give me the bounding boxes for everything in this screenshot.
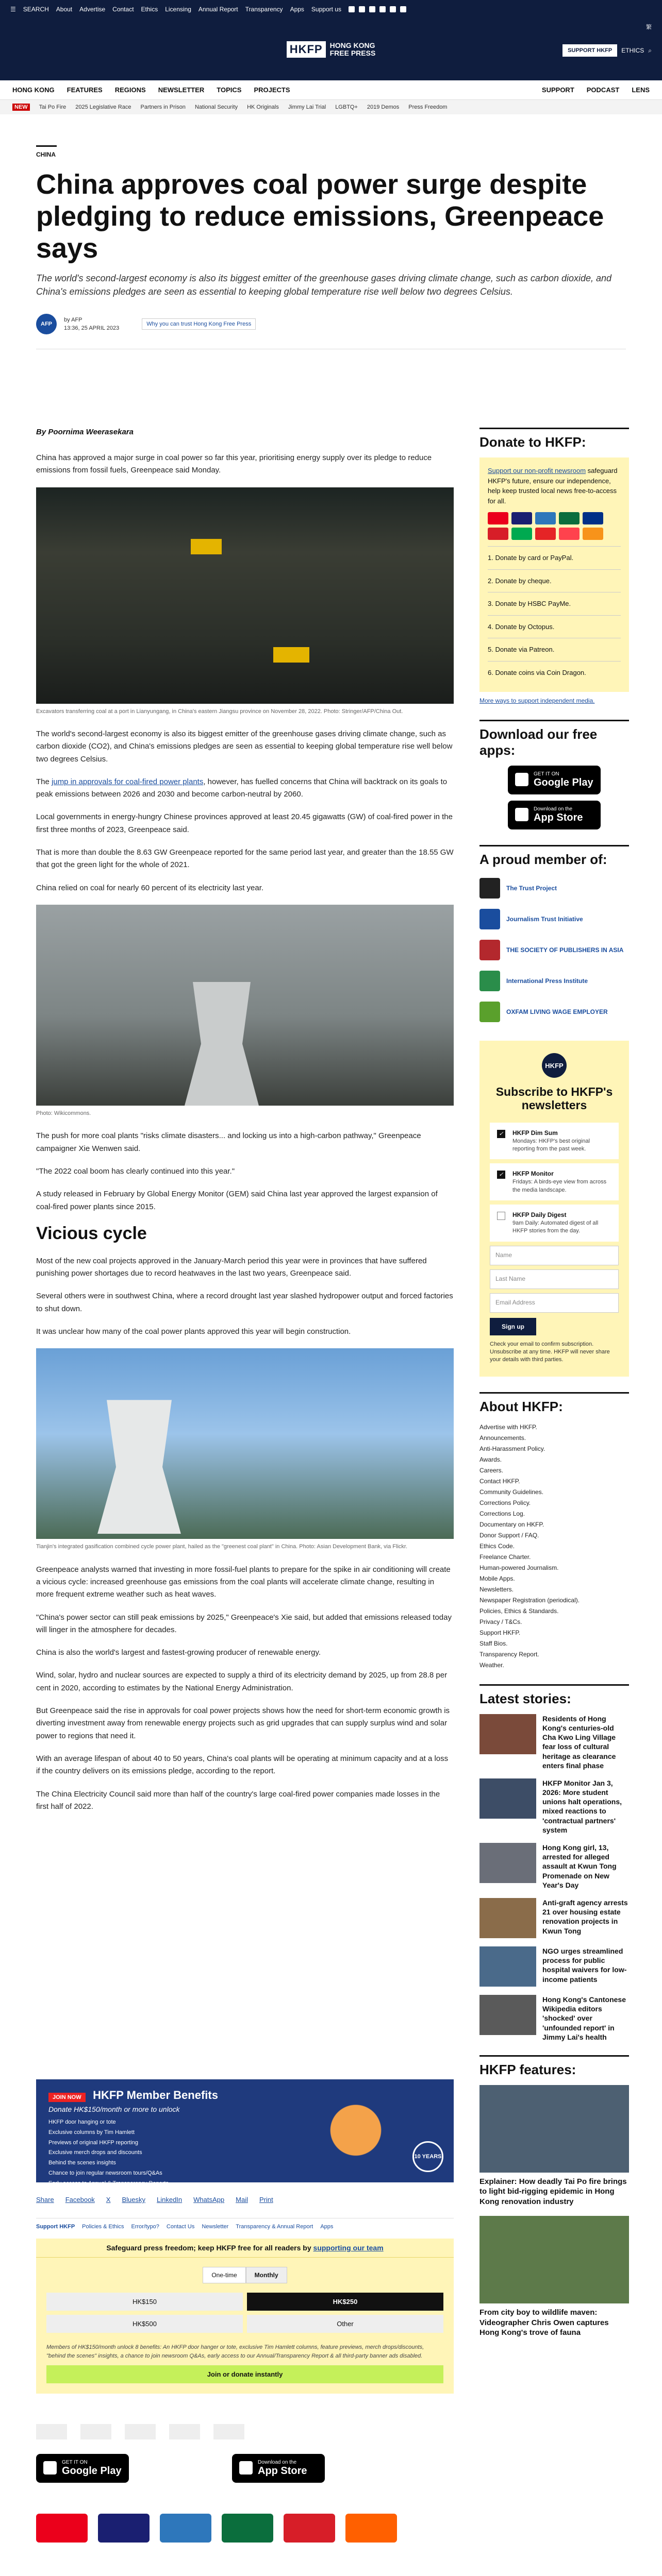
nav-lens[interactable]: LENS: [632, 86, 650, 94]
option-desc: Fridays: A birds-eye view from across the media landscape.: [512, 1179, 607, 1193]
sopa-logo: [479, 940, 500, 960]
feature-title[interactable]: From city boy to wildlife maven: Videographer Chris Owen captures Hong Kong's trove of fauna: [479, 2308, 609, 2337]
cooling-tower-shape: [93, 1400, 186, 1534]
logo-text: [330, 42, 376, 58]
member-benefits-banner[interactable]: [36, 2079, 454, 2197]
newsletter-heading: Subscribe to HKFP's newsletters: [495, 1085, 613, 1112]
oxfam-logo[interactable]: [213, 2424, 244, 2439]
about-link[interactable]: Contact HKFP.: [479, 1477, 520, 1485]
nav-support[interactable]: SUPPORT: [541, 86, 574, 94]
monthly-tab[interactable]: Monthly: [246, 2267, 287, 2283]
trending-link[interactable]: Partners in Prison: [140, 104, 186, 110]
logo-line2: FREE PRESS: [329, 49, 376, 57]
about-link[interactable]: Newsletters.: [479, 1585, 514, 1593]
jcb-icon: [222, 2514, 273, 2543]
footer-links: [36, 2218, 454, 2230]
option-title: HKFP Dim Sum: [512, 1129, 558, 1137]
ethics-link[interactable]: Ethics: [141, 6, 158, 13]
oxfam-logo: [479, 1002, 500, 1022]
amex-icon: [535, 512, 556, 524]
support-team-link[interactable]: supporting our team: [313, 2244, 384, 2252]
paragraph: "The 2022 coal boom has clearly continued into this year.": [36, 1166, 235, 1176]
badge-small: Download on the: [534, 806, 573, 812]
donate-text: safeguard HKFP's future, ensure our independence, help keep trusted local news free-to-access for all.: [488, 467, 618, 505]
support-hkfp-button[interactable]: SUPPORT HKFP: [562, 44, 617, 57]
newsletter-signup: [479, 1041, 629, 1377]
search-button[interactable]: SEARCH: [23, 6, 49, 13]
amount-options: [36, 2293, 454, 2333]
about-link[interactable]: Advertise with HKFP.: [479, 1423, 537, 1431]
article-dek: The world's second-largest economy is also its biggest emitter of the greenhouse gases driving climate change, such as carbon dioxide, and China's emissions pledges are seen as essential to keeping global temperature rise well below two degrees Celsius.: [36, 273, 612, 297]
byline-date: 13:36, 25 APRIL 2023: [64, 325, 120, 332]
sopa-logo[interactable]: [125, 2424, 156, 2439]
donate-box: [479, 457, 629, 692]
share-whatsapp[interactable]: WhatsApp: [193, 2196, 225, 2204]
paragraph: With an average lifespan of about 40 to 50 years, China's coal plants will be operating at minimum capacity and at a loss if the country delivers on its emissions pledge, according to the report.: [36, 1754, 449, 1776]
octopus-icon: [511, 528, 532, 540]
hkfp-round-logo: HKFP: [542, 1053, 567, 1078]
byline: [36, 314, 626, 334]
apps-link[interactable]: Apps: [290, 6, 304, 13]
sidebar: [479, 428, 629, 2347]
donation-heading: [36, 2239, 454, 2258]
jti-logo: [479, 909, 500, 929]
features-heading: HKFP features:: [479, 2055, 629, 2078]
newsletter-option-daily[interactable]: [490, 1205, 619, 1242]
mastercard-icon: [36, 2514, 88, 2543]
donate-option[interactable]: 2. Donate by cheque.: [488, 569, 621, 592]
paragraph: [36, 776, 454, 801]
checkbox-checked[interactable]: ✓: [497, 1130, 505, 1138]
paragraph: That is more than double the 8.63 GW Greenpeace reported for the same period last year, and greater than the 18.55 GW that got the green light for the whole of 2021.: [36, 848, 454, 870]
about-link[interactable]: Community Guidelines.: [479, 1488, 544, 1496]
latest-story[interactable]: [479, 1946, 629, 1987]
trending-link[interactable]: Press Freedom: [408, 104, 448, 110]
discover-icon: [345, 2514, 397, 2543]
story-thumbnail[interactable]: [479, 1946, 536, 1987]
latest-story[interactable]: [479, 1995, 629, 2042]
badge-big: Google Play: [534, 777, 593, 788]
promo-subtitle: Donate HK$150/month or more to unlock: [48, 2105, 180, 2113]
paragraph: Most of the new coal projects approved in the January-March period this year were in provinces that have suffered punishing power shortages due to record heatwaves in the last two years, Greenpeace said.: [36, 1256, 427, 1278]
footer-link[interactable]: Newsletter: [202, 2224, 229, 2230]
about-link[interactable]: Corrections Policy.: [479, 1499, 531, 1506]
paragraph: China has approved a major surge in coal power so far this year, prioritising energy supply over its pledge to reduce emissions from fossil fuels, Greenpeace said Monday.: [36, 453, 432, 475]
ipi-logo: [479, 971, 500, 991]
app-badges: [36, 2454, 454, 2483]
feature-thumbnail[interactable]: [479, 2216, 629, 2303]
visa-icon: [511, 512, 532, 524]
member-logos-row: [36, 2424, 454, 2439]
donation-note: Members of HK$150/month unlock 8 benefits: An HKFP door hanger or tote, exclusive Tim Hamlett columns, feature previews, merch drops/discounts, "behind the scenes" insights, a chance to join newsroom Q&As, early access to our Annual/Transparency Report & all third-party banner ads disabled.: [46, 2344, 424, 2359]
about-link[interactable]: Staff Bios.: [479, 1639, 508, 1647]
paragraph: It was unclear how many of the coal power plants approved this year will begin construction.: [36, 1327, 351, 1336]
approvals-link[interactable]: jump in approvals for coal-fired power plants: [52, 777, 204, 786]
trending-link[interactable]: Jimmy Lai Trial: [288, 104, 326, 110]
story-thumbnail[interactable]: [479, 1714, 536, 1754]
payment-logos: [36, 2514, 454, 2543]
feature-title[interactable]: Explainer: How deadly Tai Po fire brings to light bid-rigging epidemic in Hong Kong renovation industry: [479, 2177, 627, 2206]
latest-heading: Latest stories:: [479, 1684, 629, 1707]
latest-story[interactable]: [479, 1778, 629, 1835]
story-thumbnail[interactable]: [479, 1843, 536, 1883]
photo-caption: Tianjin's integrated gasification combined cycle power plant, hailed as the "greenest coal plant" in China. Photo: Asian Development Bank, via Flickr.: [36, 1544, 408, 1550]
x-icon[interactable]: [359, 6, 365, 12]
facebook-icon[interactable]: [349, 6, 355, 12]
promo-title: HKFP Member Benefits: [93, 2089, 218, 2102]
paragraph: "China's power sector can still peak emissions by 2025," Greenpeace's Xie said, but added that emissions released today will linger in the atmosphere for decades.: [36, 1613, 452, 1634]
google-play-badge[interactable]: [36, 2454, 129, 2483]
share-linkedin[interactable]: LinkedIn: [157, 2196, 183, 2204]
story-title[interactable]: Residents of Hong Kong's centuries-old Cha Kwo Ling Village fear loss of cultural heritage as clearance enters final phase: [542, 1714, 616, 1770]
donate-option[interactable]: 4. Donate by Octopus.: [488, 615, 621, 638]
benefit-item: Chance to join regular newsroom tours/Q&As: [48, 2170, 162, 2176]
story-title[interactable]: Anti-graft agency arrests 21 over housing estate renovation projects in Kwun Tong: [542, 1898, 628, 1935]
support-us-link[interactable]: Support us: [311, 6, 341, 13]
search-icon[interactable]: ⌕: [648, 46, 652, 54]
nav-topics[interactable]: TOPICS: [217, 86, 242, 94]
checkbox-unchecked[interactable]: [497, 1212, 505, 1220]
author-line: By Poornima Weerasekara: [36, 428, 134, 436]
about-heading: About HKFP:: [479, 1392, 629, 1415]
mastercard-icon: [488, 512, 508, 524]
author-avatar: AFP: [36, 314, 57, 334]
trending-link[interactable]: LGBTQ+: [335, 104, 358, 110]
coal-port-photo: [36, 487, 454, 704]
member-ipi[interactable]: [479, 968, 629, 994]
feature-thumbnail[interactable]: [479, 2085, 629, 2173]
frequency-toggle: [36, 2267, 454, 2283]
cooling-towers-photo: [36, 905, 454, 1106]
licensing-link[interactable]: Licensing: [165, 6, 191, 13]
about-link[interactable]: Corrections Log.: [479, 1510, 525, 1517]
about-link[interactable]: Transparency Report.: [479, 1650, 539, 1658]
benefit-item: Exclusive columns by Tim Hamlett: [48, 2129, 135, 2136]
sign-up-button[interactable]: Sign up: [490, 1318, 536, 1335]
trending-link[interactable]: Tai Po Fire: [39, 104, 67, 110]
donate-option[interactable]: 5. Donate via Patreon.: [488, 638, 621, 661]
option-title: HKFP Monitor: [512, 1170, 554, 1178]
unionpay-icon: [284, 2514, 335, 2543]
share-bar: [36, 2196, 273, 2204]
option-desc: 9am Daily: Automated digest of all HKFP stories from the day.: [512, 1219, 599, 1234]
story-thumbnail[interactable]: [479, 1995, 536, 2035]
tianjin-plant-photo: [36, 1348, 454, 1539]
member-name: The Trust Project: [506, 885, 557, 892]
donate-heading: Donate to HKFP:: [479, 428, 629, 450]
trending-link[interactable]: National Security: [194, 104, 238, 110]
app-store-badge[interactable]: [508, 801, 601, 829]
article-body: [36, 428, 454, 1823]
trending-link[interactable]: HK Originals: [247, 104, 279, 110]
text: The: [36, 777, 52, 786]
byline-author[interactable]: by AFP: [64, 316, 82, 323]
top-utility-bar: [0, 0, 662, 19]
excavator-shape: [191, 539, 222, 554]
paragraph: Greenpeace analysts warned that investing in more fossil-fuel plants to prepare for the spike in air conditioning will create a vicious cycle: increased greenhouse gas emissions from the coal plants will accelerate climate change, resulting in more frequent extreme weather such as heat waves.: [36, 1565, 451, 1599]
badge-big: App Store: [258, 2465, 307, 2477]
about-link[interactable]: About: [56, 6, 73, 13]
footer-link[interactable]: Contact Us: [166, 2224, 195, 2230]
one-time-tab[interactable]: One-time: [203, 2267, 245, 2283]
story-thumbnail[interactable]: [479, 1898, 536, 1938]
story-title[interactable]: HKFP Monitor Jan 3, 2026: More student unions halt operations, mixed reactions to 'contractual partners' system: [542, 1778, 622, 1834]
benefit-item: Exclusive merch drops and discounts: [48, 2149, 142, 2156]
app-store-badge[interactable]: [232, 2454, 325, 2483]
paragraph: Several others were in southwest China, where a record drought last year slashed hydropower output and forced factories to shut down.: [36, 1292, 453, 1313]
ipi-logo[interactable]: [169, 2424, 200, 2439]
about-link[interactable]: Newspaper Registration (periodical).: [479, 1596, 580, 1604]
benefit-item: HKFP door hanging or tote: [48, 2119, 116, 2125]
about-link[interactable]: Mobile Apps.: [479, 1574, 515, 1582]
about-list: [479, 1422, 629, 1671]
checkbox-checked[interactable]: ✓: [497, 1171, 505, 1179]
benefit-item: Early access to Annual & Transparency Reports: [48, 2180, 169, 2187]
email-field[interactable]: Email Address: [490, 1293, 619, 1313]
about-link[interactable]: Policies, Ethics & Standards.: [479, 1607, 559, 1615]
hkfp-logo[interactable]: [287, 41, 376, 58]
trust-project-logo: [479, 878, 500, 899]
annual-report-link[interactable]: Annual Report: [198, 6, 238, 13]
share-facebook[interactable]: Facebook: [65, 2196, 95, 2204]
latest-story[interactable]: [479, 1714, 629, 1770]
text: Safeguard press freedom; keep HKFP free for all readers by: [106, 2244, 313, 2252]
badge-big: App Store: [534, 812, 583, 823]
payment-methods: [488, 512, 621, 540]
paragraph: But Greenpeace said the rise in approvals for coal power projects shows how the need for short-term economic growth is diverting investment away from renewable energy projects such as grid upgrades that can supply surplus wind and solar power to regions that need it.: [36, 1706, 450, 1740]
apple-icon: [515, 808, 528, 821]
paragraph: The push for more coal plants "risks climate disasters... and locking us into a high-carbon pathway," Greenpeace campaigner Xie Wenwen said.: [36, 1131, 421, 1153]
apps-heading: Download our free apps:: [479, 720, 629, 758]
donate-option[interactable]: 6. Donate coins via Coin Dragon.: [488, 661, 621, 684]
nav-hong-kong[interactable]: HONG KONG: [12, 86, 55, 94]
apple-icon: [239, 2461, 253, 2475]
name-field[interactable]: Name: [490, 1246, 619, 1265]
amount-option[interactable]: HK$150: [46, 2293, 243, 2311]
paypal-icon: [583, 512, 603, 524]
masthead: [0, 19, 662, 80]
footer-link[interactable]: Policies & Ethics: [82, 2224, 124, 2230]
about-link[interactable]: Ethics Code.: [479, 1542, 515, 1550]
jcb-icon: [559, 512, 580, 524]
main-nav: [0, 80, 662, 100]
deer-mascot-illustration: [304, 2090, 407, 2180]
footer-link[interactable]: Support HKFP: [36, 2224, 75, 2230]
about-link[interactable]: Freelance Charter.: [479, 1553, 531, 1561]
amount-option-selected[interactable]: HK$250: [247, 2293, 443, 2311]
trust-project-logo[interactable]: [36, 2424, 67, 2439]
paragraph: China is also the world's largest and fastest-growing producer of renewable energy.: [36, 1648, 321, 1657]
story-thumbnail[interactable]: [479, 1778, 536, 1819]
member-name: Journalism Trust Initiative: [506, 916, 583, 923]
paragraph: The world's second-largest economy is also its biggest emitter of the greenhouse gases driving climate change, such as carbon dioxide (CO2), and China's emissions pledges are seen as essential to keeping global temperature rise well below two degrees Celsius.: [36, 729, 453, 764]
new-badge: NEW: [12, 104, 30, 111]
amex-icon: [160, 2514, 211, 2543]
latest-story[interactable]: [479, 1898, 629, 1938]
trending-link[interactable]: 2019 Demos: [367, 104, 400, 110]
feature-list: [479, 2085, 629, 2338]
nav-podcast[interactable]: PODCAST: [586, 86, 620, 94]
visa-icon: [98, 2514, 150, 2543]
ten-years-badge: 10 YEARS: [412, 2141, 443, 2172]
donate-option[interactable]: 3. Donate by HSBC PayMe.: [488, 592, 621, 615]
about-link[interactable]: Human-powered Journalism.: [479, 1564, 559, 1571]
nav-projects[interactable]: PROJECTS: [254, 86, 290, 94]
payme-icon: [535, 528, 556, 540]
story-title[interactable]: Hong Kong girl, 13, arrested for alleged assault at Kwun Tong Promenade on New Year's Day: [542, 1843, 617, 1889]
paragraph: The China Electricity Council said more than half of the country's large coal-fired power companies made losses in the first half of 2022.: [36, 1789, 440, 1811]
donate-button[interactable]: Join or donate instantly: [46, 2365, 443, 2383]
amount-option[interactable]: Other: [247, 2315, 443, 2333]
about-link[interactable]: Careers.: [479, 1466, 504, 1474]
category-label[interactable]: CHINA: [36, 145, 57, 158]
about-link[interactable]: Weather.: [479, 1661, 504, 1669]
share-mail[interactable]: Mail: [236, 2196, 248, 2204]
youtube-icon[interactable]: [379, 6, 386, 12]
option-desc: Mondays: HKFP's best original reporting from the past week.: [512, 1138, 590, 1153]
ethics-button[interactable]: ETHICS: [621, 47, 644, 54]
nav-right: [542, 86, 650, 94]
nav-features[interactable]: FEATURES: [67, 86, 103, 94]
share-print[interactable]: Print: [259, 2196, 273, 2204]
unionpay-icon: [488, 528, 508, 540]
latest-story[interactable]: [479, 1843, 629, 1890]
instagram-icon[interactable]: [369, 6, 375, 12]
photo-caption: Excavators transferring coal at a port in Lianyungang, in China's eastern Jiangsu province on November 28, 2022. Photo: Stringer/AFP/China Out.: [36, 708, 403, 715]
paragraph: A study released in February by Global Energy Monitor (GEM) said China last year approved the largest expansion of coal-fired power plants since 2015.: [36, 1190, 438, 1211]
about-link[interactable]: Donor Support / FAQ.: [479, 1531, 539, 1539]
last-name-field[interactable]: Last Name: [490, 1269, 619, 1289]
footer-link[interactable]: Apps: [320, 2224, 334, 2230]
member-heading: A proud member of:: [479, 845, 629, 868]
member-trust-project[interactable]: [479, 875, 629, 902]
bluesky-icon[interactable]: [390, 6, 396, 12]
trending-bar: [0, 100, 662, 114]
newsletter-note: Check your email to confirm subscription. Unsubscribe at any time. HKFP will never share your details with third parties.: [490, 1341, 610, 1363]
badge-small: GET IT ON: [534, 771, 559, 777]
join-now-badge[interactable]: JOIN NOW: [48, 2093, 86, 2102]
about-link[interactable]: Support HKFP.: [479, 1629, 521, 1636]
footer-link[interactable]: Transparency & Annual Report: [236, 2224, 313, 2230]
about-link[interactable]: Anti-Harassment Policy.: [479, 1445, 545, 1452]
about-link[interactable]: Announcements.: [479, 1434, 526, 1442]
amount-option[interactable]: HK$500: [46, 2315, 243, 2333]
share-label[interactable]: Share: [36, 2196, 54, 2204]
language-switch[interactable]: 繁: [646, 24, 652, 30]
member-name: THE SOCIETY OF PUBLISHERS IN ASIA: [506, 946, 624, 954]
masthead-actions: [562, 44, 652, 57]
google-play-icon: [515, 773, 528, 786]
article-header: [0, 114, 662, 298]
member-jti[interactable]: [479, 906, 629, 933]
jti-logo[interactable]: [80, 2424, 111, 2439]
bottom-section: [36, 2424, 454, 2543]
badge-small: Download on the: [258, 2460, 297, 2465]
member-name: International Press Institute: [506, 977, 588, 985]
section-heading: Vicious cycle: [36, 1223, 147, 1243]
logo-line1: HONG KONG: [329, 41, 375, 49]
byline-meta: [64, 316, 119, 333]
latest-stories: [479, 1714, 629, 2042]
newsletter-option-dim-sum[interactable]: [490, 1123, 619, 1160]
paragraph: Wind, solar, hydro and nuclear sources are expected to supply a third of its electricity demand by 2025, up from 28.8 per cent in 2020, according to estimates by the National Energy Administration.: [36, 1671, 448, 1692]
transparency-link[interactable]: Transparency: [245, 6, 283, 13]
menu-icon[interactable]: ☰: [10, 6, 16, 13]
story-title[interactable]: NGO urges streamlined process for public hospital waivers for low-income patients: [542, 1946, 627, 1984]
cooling-tower-shape: [180, 982, 263, 1106]
photo-caption: Photo: Wikicommons.: [36, 1110, 91, 1116]
badge-big: Google Play: [62, 2465, 122, 2477]
text: , however, has fuelled concerns that China will backtrack on its goals to peak emissions between 2026 and 2030 and become carbon-neutral by 2060.: [36, 777, 448, 799]
paragraph: Local governments in energy-hungry Chinese provinces approved at least 20.45 gigawatts (GW) of coal-fired power in the first three months of 2023, Greenpeace said.: [36, 812, 453, 834]
footer-link[interactable]: Error/typo?: [131, 2224, 159, 2230]
more-ways-link[interactable]: More ways to support independent media.: [479, 697, 595, 704]
advertise-link[interactable]: Advertise: [79, 6, 106, 13]
member-sopa[interactable]: [479, 937, 629, 963]
about-link[interactable]: Privacy / T&Cs.: [479, 1618, 522, 1625]
benefit-item: Behind the scenes insights: [48, 2160, 116, 2166]
donate-option[interactable]: 1. Donate by card or PayPal.: [488, 546, 621, 569]
about-link[interactable]: Awards.: [479, 1455, 502, 1463]
google-play-badge[interactable]: [508, 766, 601, 794]
mail-icon[interactable]: [400, 6, 406, 12]
paragraph: China relied on coal for nearly 60 percent of its electricity last year.: [36, 883, 264, 892]
story-title[interactable]: Hong Kong's Cantonese Wikipedia editors 'shocked' over 'unfounded report' in Jimmy Lai's health: [542, 1995, 626, 2041]
newsletter-option-monitor[interactable]: [490, 1163, 619, 1200]
share-bluesky[interactable]: Bluesky: [122, 2196, 145, 2204]
badge-small: GET IT ON: [62, 2460, 88, 2465]
logo-mark: HKFP: [287, 41, 326, 58]
non-profit-link[interactable]: Support our non-profit newsroom: [488, 467, 586, 474]
social-icons: [349, 6, 406, 12]
benefit-item: Previews of original HKFP reporting: [48, 2139, 139, 2146]
nav-newsletter[interactable]: NEWSLETTER: [158, 86, 205, 94]
trending-link[interactable]: 2025 Legislative Race: [75, 104, 131, 110]
excavator-shape: [273, 647, 309, 663]
google-play-icon: [43, 2461, 57, 2475]
contact-link[interactable]: Contact: [112, 6, 134, 13]
member-name: OXFAM LIVING WAGE EMPLOYER: [506, 1008, 608, 1015]
coin-dragon-icon: [583, 528, 603, 540]
benefit-item: All third-party banner ads disabled: [48, 2190, 135, 2197]
nav-regions[interactable]: REGIONS: [114, 86, 146, 94]
trust-link[interactable]: Why you can trust Hong Kong Free Press: [142, 318, 256, 330]
share-x[interactable]: X: [106, 2196, 111, 2204]
patreon-icon: [559, 528, 580, 540]
option-title: HKFP Daily Digest: [512, 1211, 567, 1219]
member-oxfam[interactable]: [479, 998, 629, 1025]
donation-box: [36, 2239, 454, 2394]
about-link[interactable]: Documentary on HKFP.: [479, 1520, 544, 1528]
article-title: China approves coal power surge despite pledging to reduce emissions, Greenpeace says: [36, 169, 604, 264]
